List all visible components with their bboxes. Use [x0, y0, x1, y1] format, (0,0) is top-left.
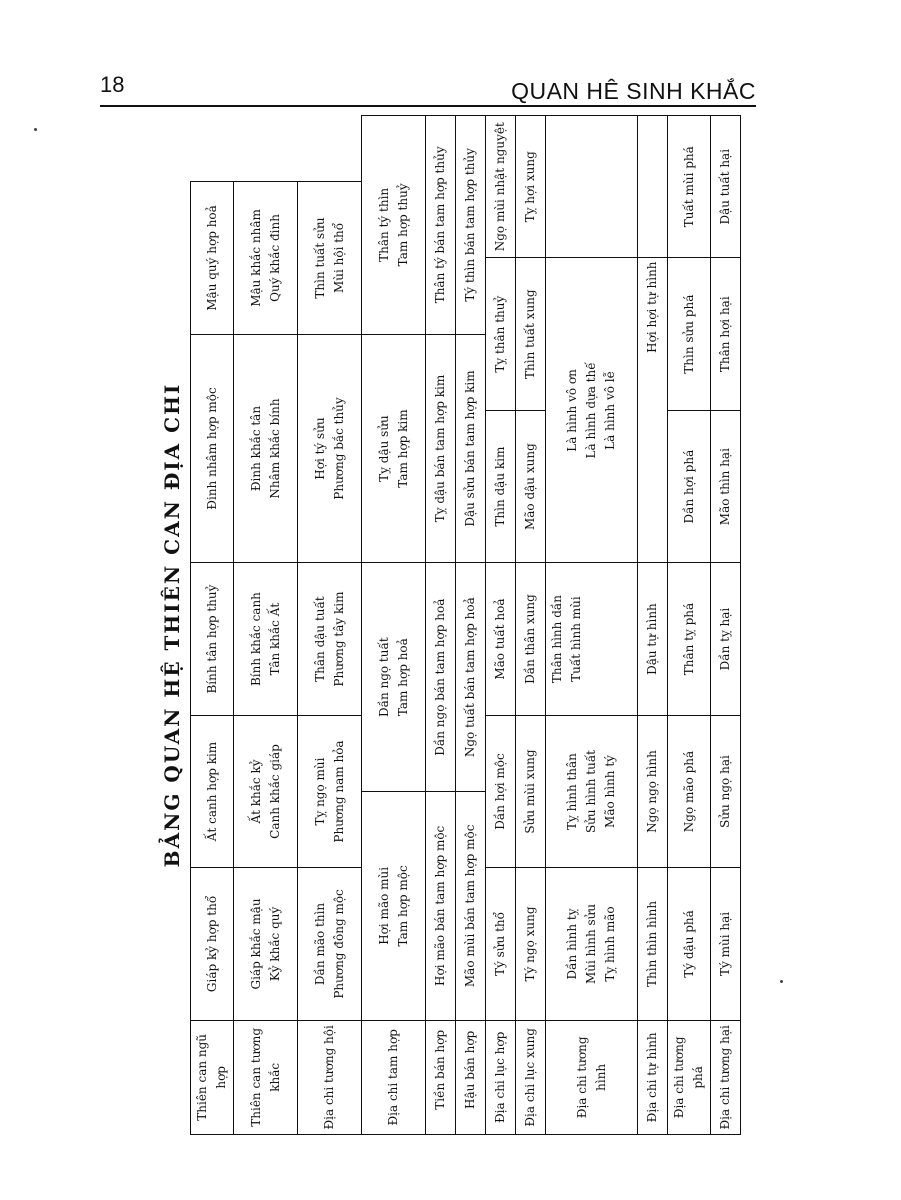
- table-cell: Mão thìn hại: [711, 410, 741, 562]
- table-row: [362, 116, 426, 1135]
- table-cell: Bính tân hợp thuỷ: [191, 563, 234, 715]
- table-cell: [546, 116, 638, 258]
- table-cell: Tỵ hợi xung: [516, 116, 546, 258]
- table-cell: Tỵ dậu bán tam hợp kim: [426, 334, 456, 563]
- table-cell: Tý ngọ xung: [516, 868, 546, 1020]
- row-label: Địa chi tương hình: [546, 1020, 638, 1134]
- table-cell: Thìn dậu kim: [486, 410, 516, 562]
- table-cell: Dần hợi phá: [668, 410, 711, 562]
- table-row: [668, 116, 711, 1135]
- relations-table: [190, 115, 741, 1135]
- table-cell: Thìn tuất sửu Mùi hội thổ: [298, 182, 362, 334]
- table-row: [546, 116, 638, 1135]
- table-cell: Ất canh hợp kim: [191, 715, 234, 867]
- table-row: [191, 116, 234, 1135]
- table-cell: Thân hình dần Tuất hình mùi: [546, 563, 638, 715]
- table-cell: Đinh khắc tân Nhâm khắc bính: [234, 334, 298, 563]
- page-number: 18: [100, 72, 125, 97]
- table-cell: Tỵ ngọ mùi Phương nam hỏa: [298, 715, 362, 867]
- table-cell: Là hình vô ơn Là hình dựa thế Là hình vô lễ: [546, 258, 638, 563]
- table-cell: Giáp khắc mậu Kỷ khắc quý: [234, 868, 298, 1020]
- row-label: Địa chi tương hội: [298, 1020, 362, 1134]
- table-cell: Hợi tý sửu Phương bắc thủy: [298, 334, 362, 563]
- table-cell: Tỵ dậu sửu Tam hợp kim: [362, 334, 426, 563]
- table-cell: Dần hợi mộc: [486, 715, 516, 867]
- table-cell: Thìn sửu phá: [668, 258, 711, 410]
- table-cell: Đinh nhâm hợp mộc: [191, 334, 234, 563]
- table-cell: Ngọ ngọ hình: [638, 715, 668, 867]
- table-cell: [638, 116, 668, 258]
- table-row: [486, 116, 516, 1135]
- table-cell: Tỵ thân thuỷ: [486, 258, 516, 410]
- table-cell: Dần mão thìn Phương đông mộc: [298, 868, 362, 1020]
- table-cell: Mậu quý hợp hoả: [191, 182, 234, 334]
- table-cell: Dần ngọ bán tam hợp hoả: [426, 563, 456, 792]
- row-label: Thiên can tương khắc: [234, 1020, 298, 1134]
- document-title: BẢNG QUAN HỆ THIÊN CAN ĐỊA CHI: [160, 382, 184, 868]
- table-cell: Thân tý bán tam hợp thủy: [426, 116, 456, 335]
- table-row: [456, 116, 486, 1135]
- table-cell: Thân dậu tuất Phương tây kim: [298, 563, 362, 715]
- table-cell: Ngọ mão phá: [668, 715, 711, 867]
- row-label: Địa chi tương phá: [668, 1020, 711, 1134]
- row-label: Tiền bán hợp: [426, 1020, 456, 1134]
- table-cell: Sửu mùi xung: [516, 715, 546, 867]
- table-cell: Dần thân xung: [516, 563, 546, 715]
- table-cell: Bính khắc canh Tân khắc Ất: [234, 563, 298, 715]
- table-cell: Hợi mão mùi Tam hợp mộc: [362, 792, 426, 1021]
- table-cell: Hợi hợi tự hình: [638, 258, 668, 563]
- table-row: [638, 116, 668, 1135]
- table-cell: Giáp kỷ hợp thổ: [191, 868, 234, 1020]
- table-cell: Ngọ tuất bán tam hợp hoả: [456, 563, 486, 792]
- table-cell: Mão dậu xung: [516, 410, 546, 562]
- table-row: [298, 116, 362, 1135]
- scan-speck: [34, 128, 37, 131]
- table-cell: Dần hình tỵ Mùi hình sửu Tỵ hình mão: [546, 868, 638, 1020]
- table-cell: Thân tỵ phá: [668, 563, 711, 715]
- rotated-table-block: [160, 115, 732, 1135]
- table-row: [234, 116, 298, 1135]
- row-label: Địa chi tương hại: [711, 1020, 741, 1134]
- row-label: Hậu bán hợp: [456, 1020, 486, 1134]
- table-cell: Mậu khắc nhâm Quý khắc đinh: [234, 182, 298, 334]
- row-label: Địa chi tam hợp: [362, 1020, 426, 1134]
- table-cell: Thìn tuất xung: [516, 258, 546, 410]
- table-cell: Dần ngọ tuất Tam hợp hoả: [362, 563, 426, 792]
- table-cell: Dậu tự hình: [638, 563, 668, 715]
- table-cell: Thìn thìn hình: [638, 868, 668, 1020]
- table-cell: Mão tuất hoả: [486, 563, 516, 715]
- header-rule: [100, 105, 756, 107]
- table-cell: Dậu sửu bán tam hợp kim: [456, 334, 486, 563]
- row-label: Địa chi lục hợp: [486, 1020, 516, 1134]
- scan-speck: [780, 980, 783, 983]
- table-cell: Thân tý thìn Tam hợp thuỷ: [362, 116, 426, 335]
- table-row: [516, 116, 546, 1135]
- table-cell: Sửu ngọ hại: [711, 715, 741, 867]
- table-row: [426, 116, 456, 1135]
- table-cell: Tuất mùi phá: [668, 116, 711, 258]
- table-row: [711, 116, 741, 1135]
- table-cell: Tý mùi hại: [711, 868, 741, 1020]
- table-cell: Dậu tuất hại: [711, 116, 741, 258]
- table-cell: Mão mùi bán tam hợp mộc: [456, 792, 486, 1021]
- table-cell: Hợi mão bán tam hợp mộc: [426, 792, 456, 1021]
- row-label: Địa chi lục xung: [516, 1020, 546, 1134]
- row-label: Địa chi tự hình: [638, 1020, 668, 1134]
- table-cell: Tỵ hình thân Sửu hình tuất Mão hình tý: [546, 715, 638, 867]
- running-header: QUAN HÊ SINH KHẮC: [511, 78, 756, 104]
- table-cell: Tý thìn bán tam hợp thủy: [456, 116, 486, 335]
- table-cell: Tý dậu phá: [668, 868, 711, 1020]
- table-cell: Ngọ mùi nhật nguyệt: [486, 116, 516, 258]
- table-cell: Thân hợi hại: [711, 258, 741, 410]
- table-cell: Ất khắc kỷ Canh khắc giáp: [234, 715, 298, 867]
- table-cell: Tý sửu thổ: [486, 868, 516, 1020]
- row-label: Thiên can ngũ hợp: [191, 1020, 234, 1134]
- table-cell: Dần tỵ hại: [711, 563, 741, 715]
